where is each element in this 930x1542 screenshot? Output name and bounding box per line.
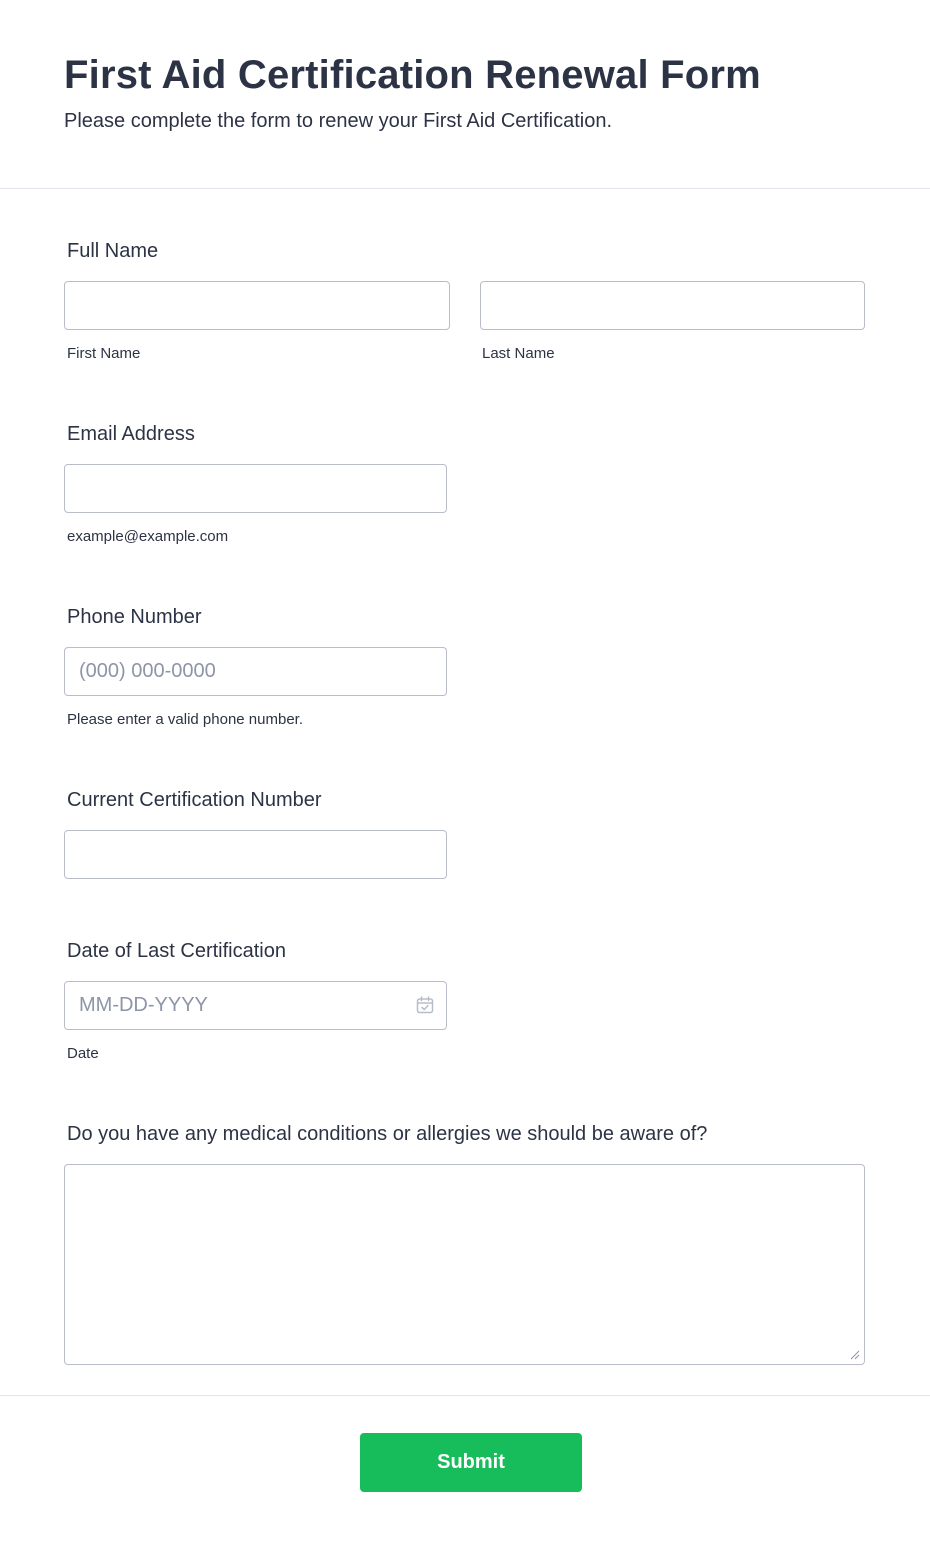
calendar-icon[interactable]: [416, 996, 434, 1014]
date-sublabel: Date: [67, 1045, 99, 1062]
last-name-sublabel: Last Name: [482, 345, 555, 362]
phone-label: Phone Number: [67, 606, 202, 628]
last-certification-date-input[interactable]: [64, 981, 447, 1030]
email-input[interactable]: [64, 464, 447, 513]
last-name-input[interactable]: [480, 281, 865, 330]
certification-number-label: Current Certification Number: [67, 789, 322, 811]
phone-input[interactable]: [64, 647, 447, 696]
first-name-input[interactable]: [64, 281, 450, 330]
medical-conditions-label: Do you have any medical conditions or allergies we should be aware of?: [67, 1123, 708, 1145]
full-name-label: Full Name: [67, 240, 159, 262]
form-header: [0, 0, 930, 189]
phone-sublabel: Please enter a valid phone number.: [67, 711, 303, 728]
email-sublabel: example@example.com: [67, 528, 229, 545]
form-subtitle: Please complete the form to renew your First Aid Certification.: [64, 110, 613, 132]
last-certification-date-label: Date of Last Certification: [67, 940, 286, 962]
footer-divider: [0, 1395, 930, 1396]
certification-number-input[interactable]: [64, 830, 447, 879]
resize-grip-icon[interactable]: [848, 1348, 860, 1360]
date-field-wrapper: [64, 981, 447, 1030]
first-name-sublabel: First Name: [67, 345, 141, 362]
medical-conditions-textarea[interactable]: [64, 1164, 865, 1365]
submit-button[interactable]: Submit: [360, 1433, 582, 1492]
form-title: First Aid Certification Renewal Form: [64, 53, 761, 97]
email-label: Email Address: [67, 423, 195, 445]
